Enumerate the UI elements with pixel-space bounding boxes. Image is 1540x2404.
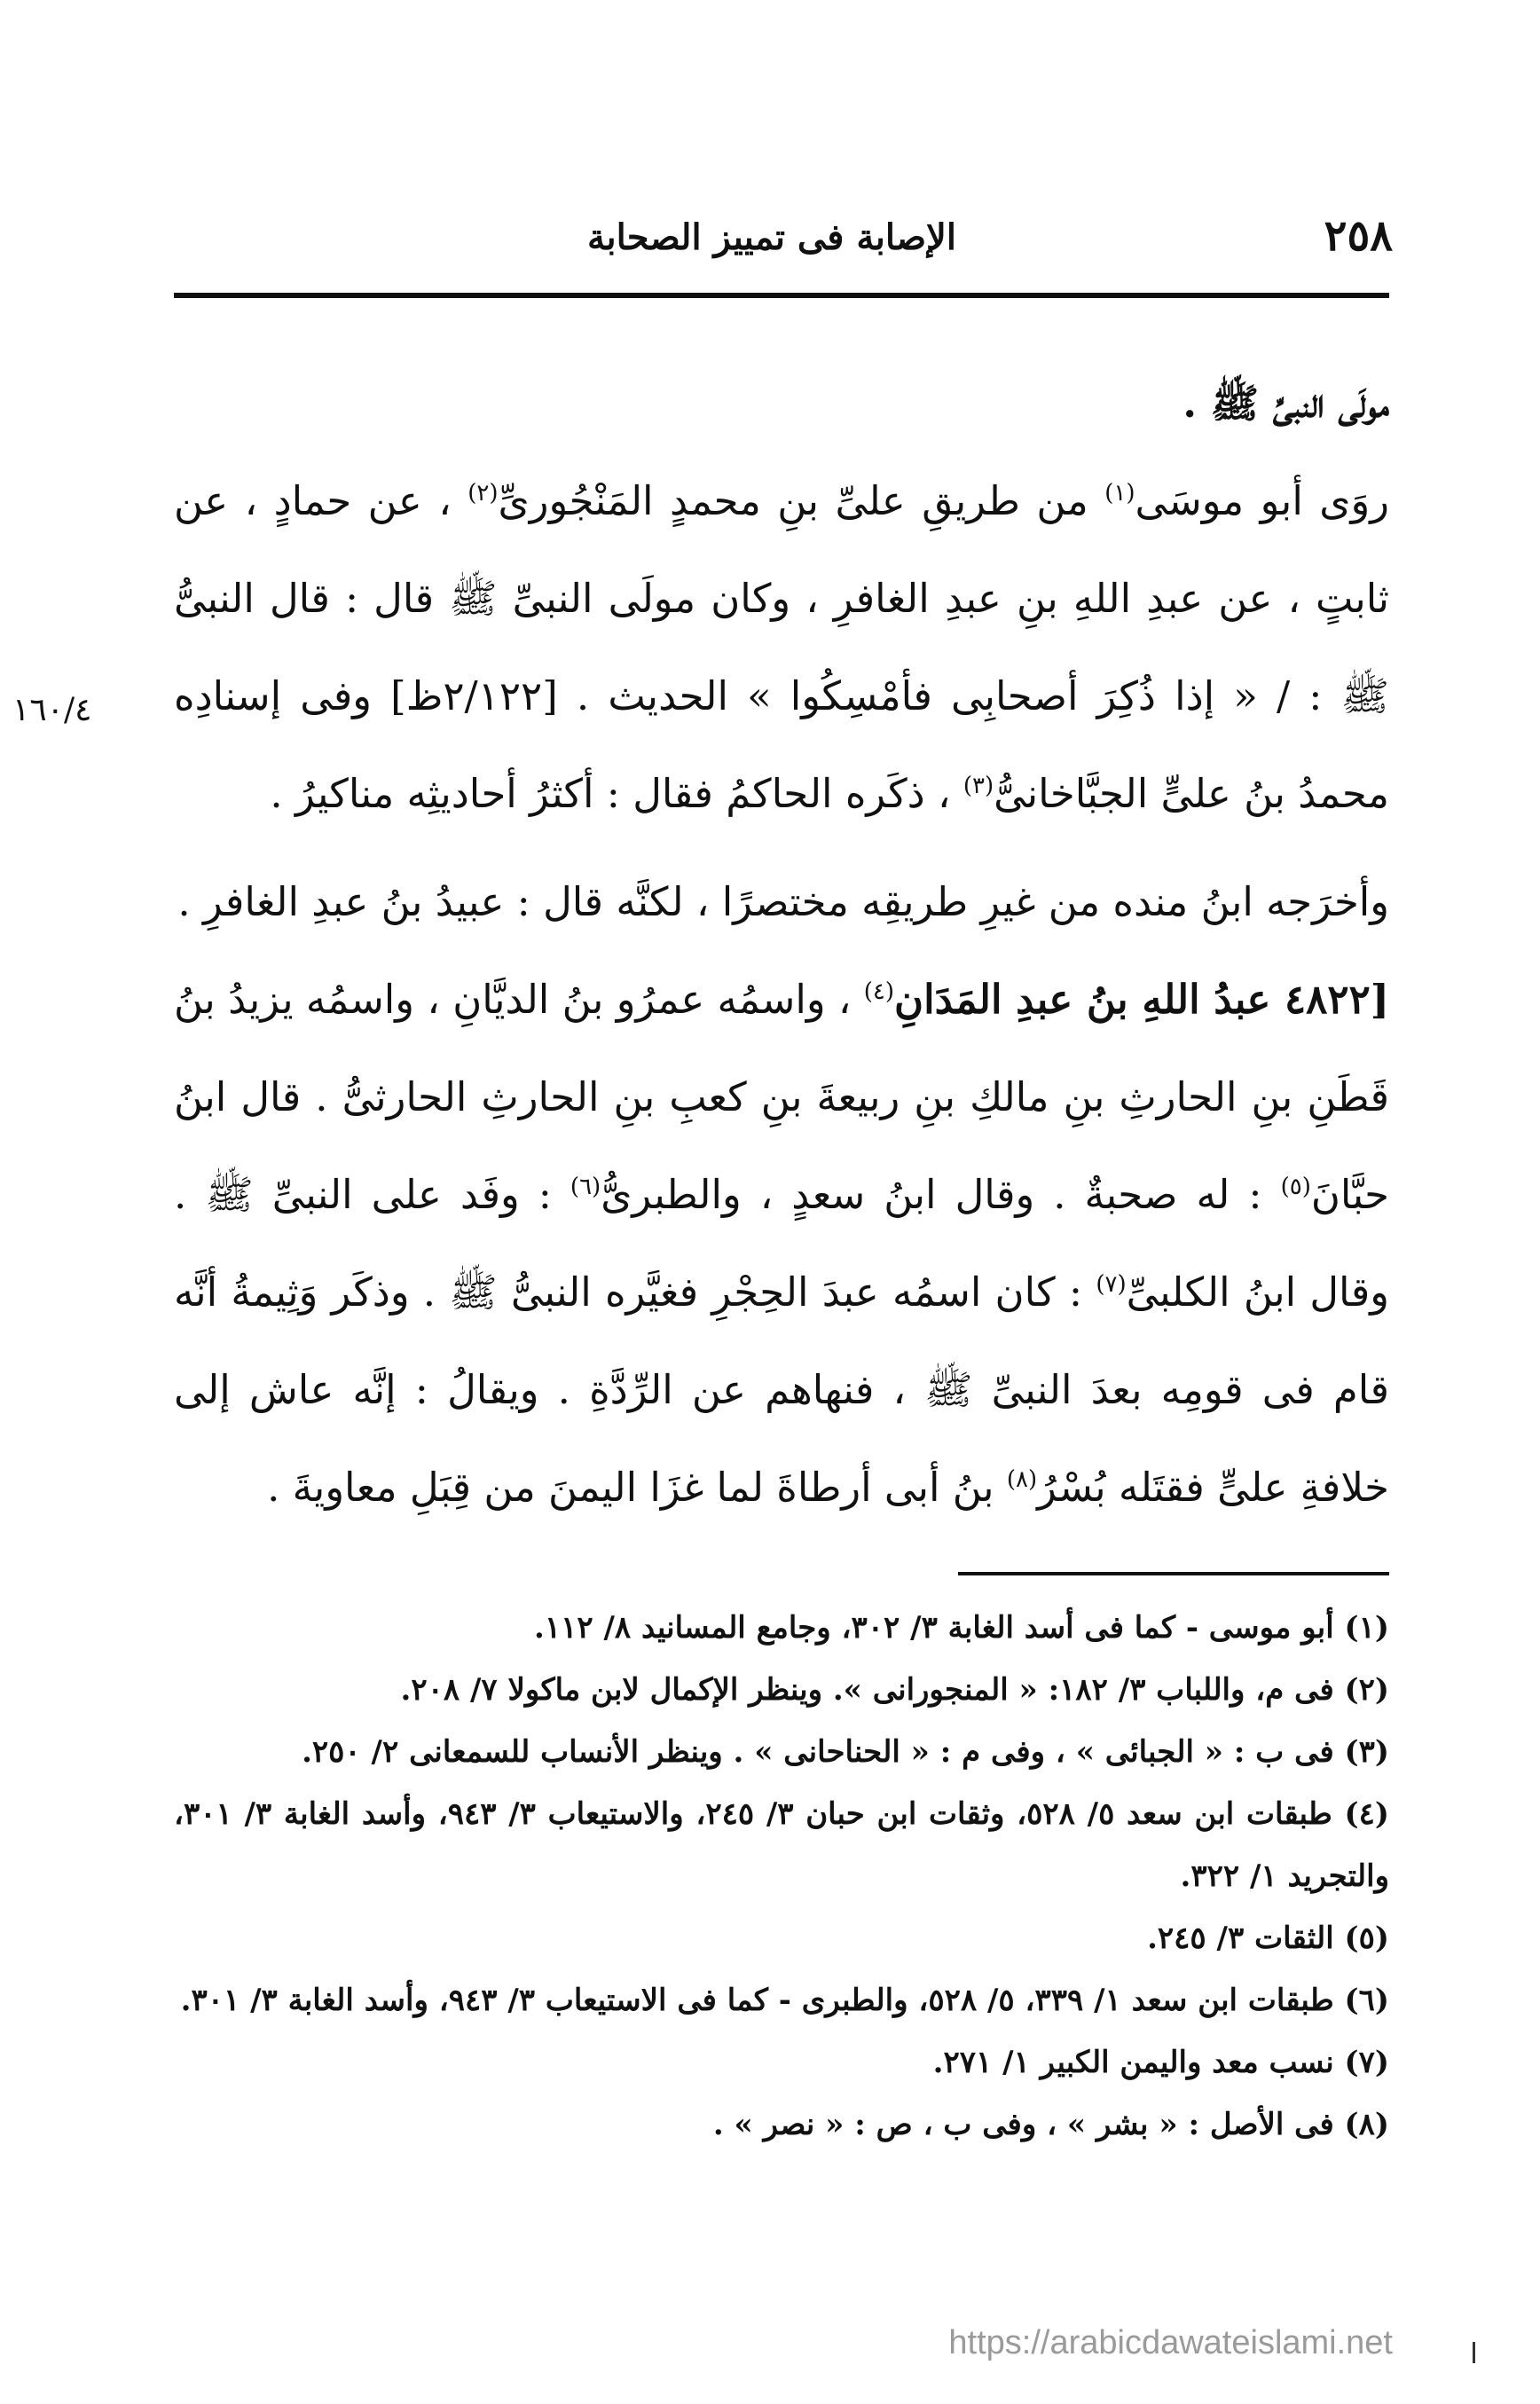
- text-segment: ، عن حمادٍ ، عن ثابتٍ ، عن عبدِ اللهِ بنِ عبدِ الغافرِ ، وكان مولَى النبىِّ ﷺ قال : قال النبىُّ ﷺ : / « إذا ذُكِرَ أصحابِى فأمْسِكُوا » الحديث . [٢/١٢٢ظ] وفى إسنادِه محمدُ بنُ علىٍّ الجبَّاخانىُّ: [174, 477, 1389, 817]
- text-segment: ، ذكَره الحاكمُ فقال : أكثرُ أحاديثِه مناكيرُ .: [270, 770, 963, 817]
- main-text: [174, 355, 1389, 1536]
- page-number: ٢٥٨: [1324, 211, 1393, 261]
- entry-number: [٤٨٢٢: [1285, 976, 1389, 1023]
- footnote-ref-5: (٥): [1280, 1174, 1311, 1200]
- header-rule: [174, 293, 1389, 298]
- text-segment: ، واسمُه عمرُو بنُ الديَّانِ ، واسمُه يزيدُ بنُ قَطَنِ بنِ الحارثِ بنِ مالكِ بنِ ربيعةَ بنِ كعبِ بنِ الحارثِ الحارثىُّ . قال ابنُ حبَّانَ: [174, 976, 1389, 1218]
- footnote-7: (٧) نسب معد واليمن الكبير ١/ ٢٧١.: [932, 2045, 1389, 2080]
- footnote-ref-2: (٢): [468, 480, 499, 507]
- text-segment: : وفَد على النبىِّ ﷺ . وقال ابنُ الكلبىِّ: [174, 1171, 1389, 1316]
- margin-reference: ١٦٠/٤: [12, 692, 92, 728]
- entry-heading: عبدُ اللهِ بنُ عبدِ المَدَانِ: [894, 976, 1285, 1023]
- paragraph-gap: [174, 843, 1389, 853]
- text-segment: من طريقِ علىِّ بنِ محمدٍ المَنْجُورىِّ: [498, 477, 1105, 524]
- footnote-3: (٣) فى ب : « الجبائى » ، وفى م : « الحناحانى » . وينظر الأنساب للسمعانى ٢/ ٢٥٠.: [302, 1734, 1389, 1770]
- line-mawla: مولَى النبىِّ ﷺ .: [1182, 380, 1389, 427]
- footnotes: [174, 1597, 1389, 2156]
- text-segment: : له صحبةٌ . وقال ابنُ سعدٍ ، والطبرىُّ: [601, 1171, 1281, 1218]
- text-segment: : كان اسمُه عبدَ الحِجْرِ فغيَّره النبىُّ ﷺ . وذكَر وَثِيمةُ أنَّه قام فى قومِه بعدَ النبىِّ ﷺ ، فنهاهم عن الرِّدَّةِ . ويقالُ : إنَّه عاش إلى خلافةِ علىٍّ فقتَله بُسْرُ: [174, 1269, 1389, 1511]
- footnote-separator: [958, 1572, 1389, 1575]
- footnote-ref-3: (٣): [962, 773, 994, 799]
- source-watermark: https://arabicdawateislami.net: [948, 2324, 1393, 2361]
- paragraph-2: وأخرَجه ابنُ منده من غيرِ طريقِه مختصرًا ، لكنَّه قال : عبيدُ بنُ عبدِ الغافرِ .: [177, 878, 1389, 925]
- text-segment: روَى أبو موسَى: [1135, 477, 1389, 524]
- footnote-ref-1: (١): [1104, 480, 1135, 507]
- running-title: الإصابة فى تمييز الصحابة: [587, 216, 956, 258]
- footnote-5: (٥) الثقات ٣/ ٢٤٥.: [1147, 1921, 1389, 1956]
- footnote-6: (٦) طبقات ابن سعد ١/ ٣٣٩، ٥/ ٥٢٨، والطبرى - كما فى الاستيعاب ٣/ ٩٤٣، وأسد الغابة ٣/ ٣٠١.: [180, 1983, 1389, 2018]
- entry-4822: [174, 951, 1389, 1536]
- text-segment: بنُ أبى أرطاةَ لما غزَا اليمنَ من قِبَلِ معاويةَ .: [267, 1464, 1007, 1511]
- footnote-2: (٢) فى م، واللباب ٣/ ١٨٢: « المنجورانى ». وينظر الإكمال لابن ماكولا ٧/ ٢٠٨.: [400, 1672, 1389, 1708]
- footnote-ref-4: (٤): [863, 978, 895, 1005]
- scan-mark: [1473, 2342, 1475, 2363]
- footnote-1: (١) أبو موسى - كما فى أسد الغابة ٣/ ٣٠٢، وجامع المسانيد ٨/ ١١٢.: [534, 1610, 1389, 1646]
- footnote-ref-7: (٧): [1096, 1271, 1127, 1298]
- footnote-ref-8: (٨): [1006, 1466, 1038, 1493]
- footnote-8: (٨) فى الأصل : « بشر » ، وفى ب ، ص : « نصر » .: [712, 2107, 1389, 2142]
- footnote-4: (٤) طبقات ابن سعد ٥/ ٥٢٨، وثقات ابن حبان ٣/ ٢٤٥، والاستيعاب ٣/ ٩٤٣، وأسد الغابة ٣/ ٣٠١، والتجريد ١/ ٣٢٢.: [174, 1796, 1389, 1894]
- paragraph-1: [174, 452, 1389, 843]
- footnote-ref-6: (٦): [570, 1174, 601, 1200]
